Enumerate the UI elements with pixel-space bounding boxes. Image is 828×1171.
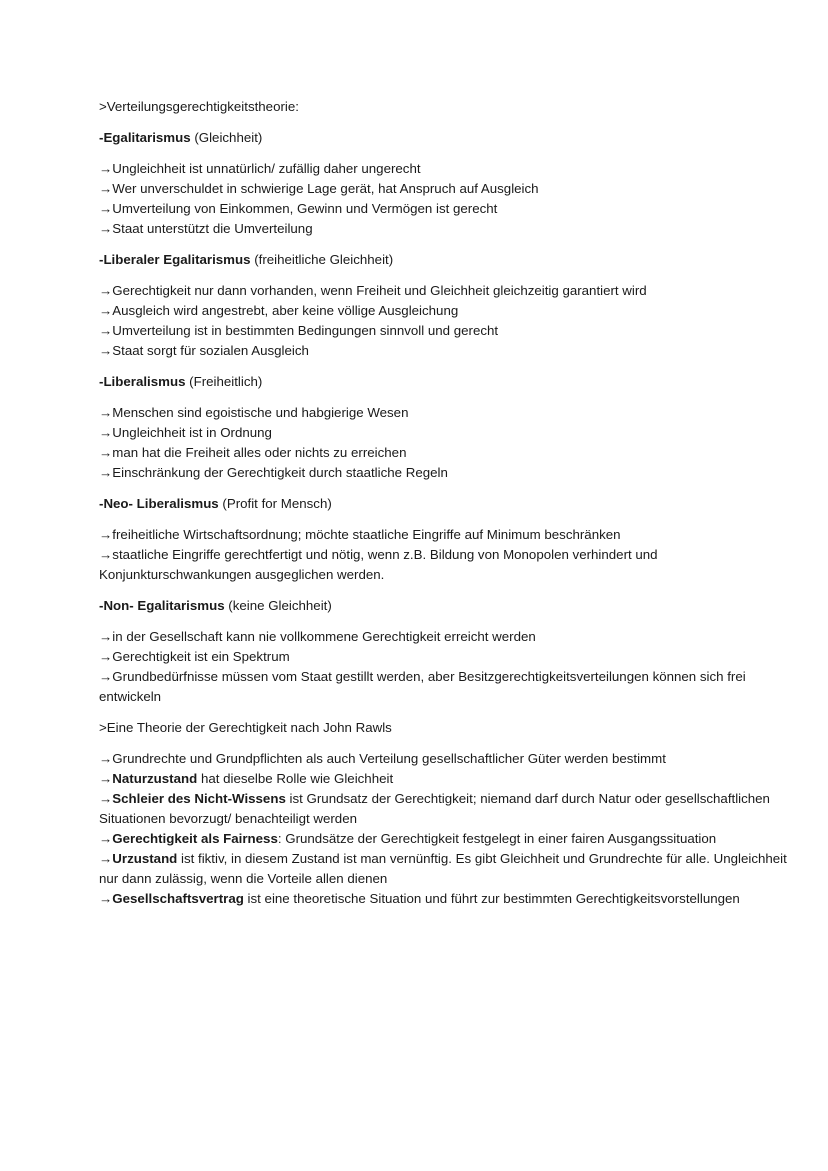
arrow-icon: →	[99, 201, 113, 216]
section-title	[99, 372, 789, 392]
bullet-text: : Grundsätze der Gerechtigkeit festgelegt in einer fairen Ausgangssituation	[277, 831, 717, 846]
section-prefix: -	[99, 598, 104, 613]
bullet-item	[99, 341, 789, 361]
bullet-item	[99, 463, 789, 483]
arrow-icon: →	[99, 181, 113, 196]
bullet-item	[99, 281, 789, 301]
bullet-term: Gesellschaftsvertrag	[112, 891, 244, 906]
bullet-text: ist fiktiv, in diesem Zustand ist man vernünftig. Es gibt Gleichheit und Grundrechte für alle. Ungleichheit nur dann zulässig, wenn die Vorteile allen dienen	[99, 851, 787, 886]
bullet-text: ist Grundsatz der Gerechtigkeit; niemand darf durch Natur oder gesellschaftlichen Situationen bevorzugt/ benachteiligt werden	[99, 791, 770, 826]
section-prefix: -	[99, 130, 104, 145]
arrow-icon: →	[99, 831, 113, 846]
section-subtitle: (Gleichheit)	[190, 130, 263, 145]
bullet-item	[99, 301, 789, 321]
arrow-icon: →	[99, 161, 113, 176]
bullet-item	[99, 443, 789, 463]
rawls-bullet-list	[99, 749, 789, 909]
arrow-icon: →	[99, 221, 113, 236]
bullet-item	[99, 647, 789, 667]
section-title	[99, 250, 789, 270]
section-subtitle: (keine Gleichheit)	[224, 598, 332, 613]
arrow-icon: →	[99, 547, 113, 562]
arrow-icon: →	[99, 791, 113, 806]
section-subtitle: (Profit for Mensch)	[218, 496, 332, 511]
bullet-item	[99, 889, 789, 909]
intro-heading: >Verteilungsgerechtigkeitstheorie:	[99, 99, 299, 114]
bullet-text: Gerechtigkeit nur dann vorhanden, wenn Freiheit und Gleichheit gleichzeitig garantiert wird	[112, 283, 647, 298]
bullet-item	[99, 159, 789, 179]
arrow-icon: →	[99, 851, 113, 866]
arrow-icon: →	[99, 669, 113, 684]
bullet-item	[99, 403, 789, 423]
document-page	[99, 97, 789, 920]
bullet-term: Gerechtigkeit als Fairness	[112, 831, 278, 846]
section-title	[99, 128, 789, 148]
bullet-text: Wer unverschuldet in schwierige Lage gerät, hat Anspruch auf Ausgleich	[112, 181, 539, 196]
arrow-icon: →	[99, 283, 113, 298]
section-title	[99, 494, 789, 514]
section-name: Liberalismus	[103, 374, 186, 389]
arrow-icon: →	[99, 771, 113, 786]
section-name: Liberaler Egalitarismus	[103, 252, 251, 267]
bullet-term: Urzustand	[112, 851, 178, 866]
bullet-item	[99, 627, 789, 647]
arrow-icon: →	[99, 303, 113, 318]
arrow-icon: →	[99, 405, 113, 420]
arrow-icon: →	[99, 751, 113, 766]
bullet-item	[99, 525, 789, 545]
bullet-item	[99, 423, 789, 443]
bullet-text: Umverteilung ist in bestimmten Bedingungen sinnvoll und gerecht	[112, 323, 499, 338]
bullet-text: in der Gesellschaft kann nie vollkommene Gerechtigkeit erreicht werden	[112, 629, 536, 644]
bullet-text: hat dieselbe Rolle wie Gleichheit	[197, 771, 394, 786]
arrow-icon: →	[99, 343, 113, 358]
arrow-icon: →	[99, 629, 113, 644]
bullet-text: Einschränkung der Gerechtigkeit durch staatliche Regeln	[112, 465, 448, 480]
bullet-text: Ausgleich wird angestrebt, aber keine völlige Ausgleichung	[112, 303, 459, 318]
bullet-term: Schleier des Nicht-Wissens	[112, 791, 286, 806]
bullet-text: Ungleichheit ist in Ordnung	[112, 425, 272, 440]
section-name: Egalitarismus	[103, 130, 191, 145]
section-title	[99, 596, 789, 616]
section-subtitle: (Freiheitlich)	[185, 374, 263, 389]
bullet-text: Menschen sind egoistische und habgierige Wesen	[112, 405, 409, 420]
section-name: Neo- Liberalismus	[103, 496, 219, 511]
bullet-text: ist eine theoretische Situation und führt zur bestimmten Gerechtigkeitsvorstellungen	[243, 891, 740, 906]
bullet-text: Ungleichheit ist unnatürlich/ zufällig daher ungerecht	[112, 161, 421, 176]
bullet-text: Grundbedürfnisse müssen vom Staat gestillt werden, aber Besitzgerechtigkeitsverteilungen können sich frei entwickeln	[99, 669, 746, 704]
bullet-text: staatliche Eingriffe gerechtfertigt und nötig, wenn z.B. Bildung von Monopolen verhindert und Konjunkturschwankungen ausgeglichen werden.	[99, 547, 658, 582]
bullet-text: Staat sorgt für sozialen Ausgleich	[112, 343, 309, 358]
bullet-list	[99, 525, 789, 585]
arrow-icon: →	[99, 323, 113, 338]
section-subtitle: (freiheitliche Gleichheit)	[250, 252, 394, 267]
arrow-icon: →	[99, 527, 113, 542]
bullet-item	[99, 321, 789, 341]
bullet-item	[99, 667, 789, 707]
bullet-item	[99, 179, 789, 199]
arrow-icon: →	[99, 649, 113, 664]
bullet-text: Grundrechte und Grundpflichten als auch Verteilung gesellschaftlicher Güter werden bestimmt	[112, 751, 666, 766]
sections-container	[99, 128, 789, 707]
section-name: Non- Egalitarismus	[103, 598, 225, 613]
bullet-text: Umverteilung von Einkommen, Gewinn und Vermögen ist gerecht	[112, 201, 498, 216]
bullet-item	[99, 545, 789, 585]
bullet-term: Naturzustand	[112, 771, 198, 786]
bullet-item	[99, 769, 789, 789]
bullet-list	[99, 403, 789, 483]
bullet-text: Staat unterstützt die Umverteilung	[112, 221, 313, 236]
bullet-item	[99, 219, 789, 239]
bullet-item	[99, 789, 789, 829]
arrow-icon: →	[99, 425, 113, 440]
bullet-list	[99, 281, 789, 361]
bullet-item	[99, 829, 789, 849]
bullet-item	[99, 749, 789, 769]
rawls-heading: >Eine Theorie der Gerechtigkeit nach John Rawls	[99, 720, 392, 735]
bullet-text: freiheitliche Wirtschaftsordnung; möchte staatliche Eingriffe auf Minimum beschränken	[112, 527, 621, 542]
section-prefix: -	[99, 374, 104, 389]
bullet-list	[99, 159, 789, 239]
arrow-icon: →	[99, 465, 113, 480]
section-prefix: -	[99, 252, 104, 267]
bullet-text: Gerechtigkeit ist ein Spektrum	[112, 649, 290, 664]
section-prefix: -	[99, 496, 104, 511]
arrow-icon: →	[99, 891, 113, 906]
bullet-item	[99, 849, 789, 889]
arrow-icon: →	[99, 445, 113, 460]
bullet-item	[99, 199, 789, 219]
bullet-text: man hat die Freiheit alles oder nichts zu erreichen	[112, 445, 407, 460]
bullet-list	[99, 627, 789, 707]
